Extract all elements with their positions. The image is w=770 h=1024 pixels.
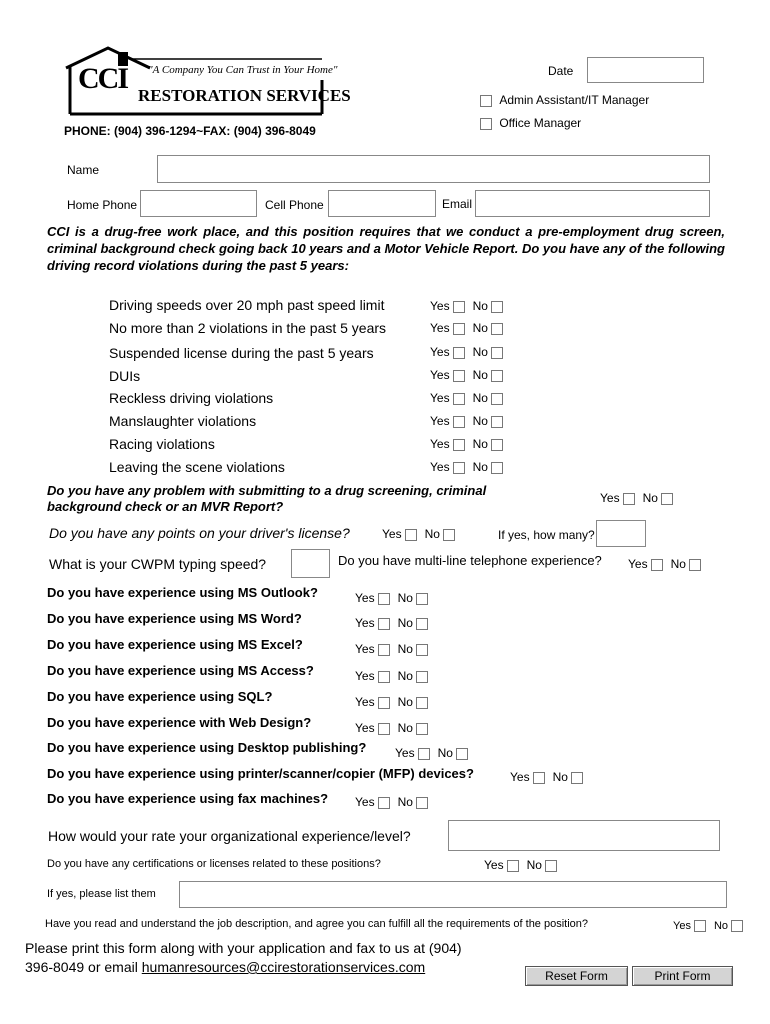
yes-checkbox[interactable] [623, 493, 635, 505]
yes-checkbox[interactable] [378, 797, 390, 809]
experience-yes-no [395, 746, 476, 760]
no-label: No [526, 858, 542, 872]
phone-fax: PHONE: (904) 396-1294~FAX: (904) 396-8049 [64, 124, 316, 138]
violation-yes-no [430, 414, 511, 428]
cell-phone-field[interactable] [328, 190, 436, 217]
no-checkbox[interactable] [661, 493, 673, 505]
no-label: No [472, 437, 488, 451]
no-checkbox[interactable] [491, 347, 503, 359]
experience-question: Do you have experience using MS Outlook? [47, 585, 318, 600]
yes-checkbox[interactable] [453, 347, 465, 359]
violation-yes-no [430, 391, 511, 405]
yes-label: Yes [430, 460, 450, 474]
violation-question: Leaving the scene violations [109, 459, 285, 475]
experience-yes-no [510, 770, 591, 784]
points-question: Do you have any points on your driver's license? [49, 525, 350, 541]
experience-question: Do you have experience using Desktop publishing? [47, 740, 367, 755]
violation-question: Reckless driving violations [109, 390, 274, 406]
yes-checkbox[interactable] [453, 301, 465, 313]
no-checkbox[interactable] [443, 529, 455, 541]
no-checkbox[interactable] [416, 593, 428, 605]
no-label: No [642, 491, 658, 505]
name-field[interactable] [157, 155, 710, 183]
no-label: No [437, 746, 453, 760]
yes-checkbox[interactable] [378, 593, 390, 605]
drug-screen-question: Do you have any problem with submitting to a drug screening, criminal background check or an MVR Report? [47, 483, 487, 514]
experience-question: Do you have experience using MS Access? [47, 663, 314, 678]
email-field[interactable] [475, 190, 710, 217]
violation-question: Suspended license during the past 5 years [109, 345, 374, 361]
experience-yes-no [355, 721, 436, 735]
company-tagline: "A Company You Can Trust in Your Home" [148, 64, 338, 76]
home-phone-label: Home Phone [67, 198, 138, 212]
yes-checkbox[interactable] [694, 920, 706, 932]
no-label: No [397, 721, 413, 735]
no-checkbox[interactable] [491, 370, 503, 382]
no-label: No [472, 414, 488, 428]
yes-checkbox[interactable] [651, 559, 663, 571]
no-checkbox[interactable] [416, 797, 428, 809]
no-label: No [397, 616, 413, 630]
yes-checkbox[interactable] [378, 618, 390, 630]
violation-question: No more than 2 violations in the past 5 years [109, 320, 387, 336]
experience-yes-no [355, 669, 436, 683]
experience-yes-no [355, 642, 436, 656]
certifications-question: Do you have any certifications or licenses related to these positions? [47, 858, 381, 870]
yes-checkbox[interactable] [418, 748, 430, 760]
yes-label: Yes [355, 591, 375, 605]
email-label: Email [442, 197, 473, 211]
experience-question: Do you have experience using SQL? [47, 689, 273, 704]
points-yes-no [382, 527, 463, 541]
no-label: No [397, 669, 413, 683]
yes-label: Yes [430, 368, 450, 382]
no-label: No [397, 642, 413, 656]
drug-screen-yes-no [600, 491, 681, 505]
yes-label: Yes [355, 695, 375, 709]
certifications-yes-no [484, 858, 565, 872]
experience-question: Do you have experience using MS Excel? [47, 637, 303, 652]
certifications-list-field[interactable] [179, 881, 727, 908]
footer-line-2 [25, 959, 425, 975]
violation-question: Manslaughter violations [109, 413, 257, 429]
yes-label: Yes [673, 920, 691, 932]
no-label: No [397, 591, 413, 605]
violation-yes-no [430, 299, 511, 313]
no-checkbox[interactable] [416, 697, 428, 709]
company-logo [64, 46, 351, 118]
no-checkbox[interactable] [416, 671, 428, 683]
yes-checkbox[interactable] [378, 697, 390, 709]
name-label: Name [67, 163, 100, 177]
no-label: No [670, 557, 686, 571]
yes-label: Yes [484, 858, 504, 872]
yes-label: Yes [430, 299, 450, 313]
yes-label: Yes [430, 437, 450, 451]
violation-yes-no [430, 460, 511, 474]
violation-yes-no [430, 437, 511, 451]
certifications-list-label: If yes, please list them [47, 888, 156, 900]
footer-line-1: Please print this form along with your application and fax to us at (904) [25, 940, 462, 956]
no-checkbox[interactable] [731, 920, 743, 932]
intro-paragraph: CCI is a drug-free work place, and this position requires that we conduct a pre-employment drug screen, criminal background check going back 10 years and a Motor Vehicle Report. Do you have any of the following driving record violations during the past 5 years: [47, 224, 725, 273]
position-office-checkbox[interactable] [480, 118, 492, 130]
typing-speed-question: What is your CWPM typing speed? [49, 556, 267, 572]
cell-phone-label: Cell Phone [265, 198, 324, 212]
yes-label: Yes [510, 770, 530, 784]
hr-email-link[interactable]: humanresources@ccirestorationservices.com [141, 959, 426, 975]
yes-label: Yes [430, 391, 450, 405]
no-checkbox[interactable] [416, 723, 428, 735]
yes-checkbox[interactable] [453, 323, 465, 335]
no-checkbox[interactable] [491, 301, 503, 313]
yes-checkbox[interactable] [533, 772, 545, 784]
yes-checkbox[interactable] [378, 671, 390, 683]
points-followup-label: If yes, how many? [498, 528, 595, 542]
yes-checkbox[interactable] [378, 644, 390, 656]
experience-yes-no [355, 591, 436, 605]
no-label: No [472, 299, 488, 313]
points-count-field[interactable] [596, 520, 646, 547]
typing-speed-field[interactable] [291, 549, 330, 578]
yes-label: Yes [355, 721, 375, 735]
no-label: No [713, 920, 729, 932]
no-label: No [397, 695, 413, 709]
no-label: No [472, 460, 488, 474]
experience-yes-no [355, 795, 436, 809]
yes-label: Yes [395, 746, 415, 760]
no-checkbox[interactable] [491, 393, 503, 405]
experience-question: Do you have experience using MS Word? [47, 611, 302, 626]
multiline-phone-yes-no [628, 557, 709, 571]
no-checkbox[interactable] [491, 323, 503, 335]
yes-label: Yes [355, 616, 375, 630]
no-checkbox[interactable] [491, 439, 503, 451]
yes-checkbox[interactable] [507, 860, 519, 872]
experience-question: Do you have experience using fax machines? [47, 791, 329, 806]
position-office-label: Office Manager [499, 116, 582, 130]
no-checkbox[interactable] [689, 559, 701, 571]
yes-checkbox[interactable] [453, 462, 465, 474]
logo-initials: CCI [78, 62, 128, 95]
yes-checkbox[interactable] [405, 529, 417, 541]
agreement-question: Have you read and understand the job description, and agree you can fulfill all the requirements of the position? [45, 918, 589, 930]
no-checkbox[interactable] [416, 618, 428, 630]
no-label: No [472, 321, 488, 335]
reset-form-button[interactable]: Reset Form [525, 966, 628, 986]
yes-checkbox[interactable] [453, 416, 465, 428]
yes-label: Yes [355, 795, 375, 809]
no-checkbox[interactable] [491, 462, 503, 474]
no-checkbox[interactable] [416, 644, 428, 656]
date-field[interactable] [587, 57, 704, 83]
agreement-yes-no [673, 920, 743, 932]
violation-question: Racing violations [109, 436, 215, 452]
yes-checkbox[interactable] [453, 393, 465, 405]
yes-label: Yes [430, 414, 450, 428]
date-label: Date [548, 64, 574, 78]
experience-question: Do you have experience with Web Design? [47, 715, 312, 730]
no-label: No [472, 345, 488, 359]
yes-label: Yes [355, 642, 375, 656]
no-checkbox[interactable] [491, 416, 503, 428]
experience-yes-no [355, 695, 436, 709]
experience-question: Do you have experience using printer/scanner/copier (MFP) devices? [47, 766, 474, 781]
position-admin [480, 93, 649, 107]
yes-label: Yes [600, 491, 620, 505]
yes-checkbox[interactable] [378, 723, 390, 735]
org-experience-field[interactable] [448, 820, 720, 851]
no-checkbox[interactable] [456, 748, 468, 760]
yes-label: Yes [628, 557, 648, 571]
yes-label: Yes [430, 321, 450, 335]
yes-label: Yes [382, 527, 402, 541]
org-experience-question: How would your rate your organizational experience/level? [48, 828, 411, 844]
yes-label: Yes [355, 669, 375, 683]
no-label: No [397, 795, 413, 809]
violation-question: Driving speeds over 20 mph past speed limit [109, 297, 385, 313]
home-phone-field[interactable] [140, 190, 257, 217]
print-form-button[interactable]: Print Form [632, 966, 733, 986]
yes-checkbox[interactable] [453, 370, 465, 382]
company-name: RESTORATION SERVICES [138, 86, 351, 105]
experience-yes-no [355, 616, 436, 630]
multiline-phone-question: Do you have multi-line telephone experience? [338, 553, 602, 568]
no-label: No [552, 770, 568, 784]
no-label: No [472, 368, 488, 382]
yes-label: Yes [430, 345, 450, 359]
no-label: No [424, 527, 440, 541]
position-office [480, 116, 581, 130]
violation-yes-no [430, 321, 511, 335]
violation-yes-no [430, 345, 511, 359]
violation-question: DUIs [109, 368, 141, 384]
no-checkbox[interactable] [545, 860, 557, 872]
position-admin-checkbox[interactable] [480, 95, 492, 107]
no-label: No [472, 391, 488, 405]
position-admin-label: Admin Assistant/IT Manager [499, 93, 650, 107]
violation-yes-no [430, 368, 511, 382]
no-checkbox[interactable] [571, 772, 583, 784]
yes-checkbox[interactable] [453, 439, 465, 451]
footer-line-2-prefix: 396-8049 or email [25, 959, 142, 975]
